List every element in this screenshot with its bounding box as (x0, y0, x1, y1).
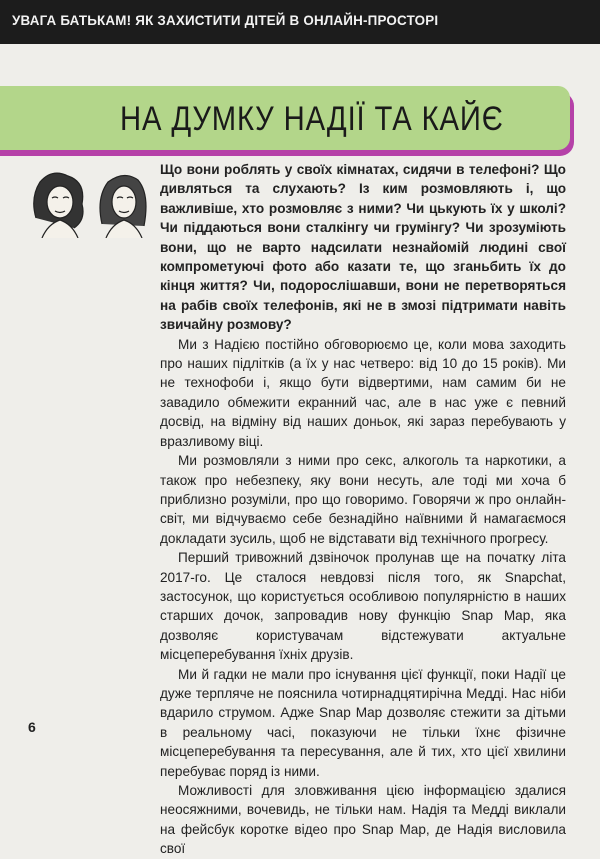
paragraph: Можливості для зловживання цією інформацією здалися неосяжними, вочевидь, не тільки нам. Надія та Медді виклали на фейсбук коротке відео про Snap Map, де Надія висловила свої (160, 783, 566, 857)
paragraph: Ми розмовляли з ними про секс, алкоголь та наркотики, а також про небезпеку, яку вони несуть, але тоді ми хоча б приблизно розуміли, про що говоримо. Говорячи ж про онлайн-світ, ми відчуваємо себе безнадійно наївними й намагаємося докладати зусиль, щоб не відставати від технічного прогресу. (160, 453, 566, 546)
article-body (160, 160, 566, 859)
portrait-left (34, 173, 83, 238)
running-header-bar (0, 0, 600, 44)
running-header: УВАГА БАТЬКАМ! ЯК ЗАХИСТИТИ ДІТЕЙ В ОНЛАЙН-ПРОСТОРІ (12, 13, 439, 28)
paragraph: Ми з Надією постійно обговорюємо це, коли мова заходить про наших підлітків (а їх у нас четверо: від 10 до 15 років). Ми не технофоби і, якщо бути відвертими, нам самим би не завадило обмежити екранний час, але в нас уже є певний досвід, на відміну від наших доньок, які зараз перебувають у вразливому віці. (160, 336, 566, 449)
lead-paragraph: Що вони роблять у своїх кімнатах, сидячи в телефоні? Що дивляться та слухають? Із ким розмовляють і, що важливіше, хто розмовляє з ними? Чи цькують їх у школі? Чи піддаються вони сталкінгу чи грумінгу? Чи зрозуміють вони, що не варто надсилати незнайомій людині свої компрометуючі фото або казати те, що зганьбить їх до кінця життя? Чи, подорослішавши, вони не перетворяться на рабів своїх телефонів, які не в змозі підтримати навіть звичайну розмову? (160, 162, 566, 333)
portrait-right (100, 175, 146, 238)
paragraph: Перший тривожний дзвіночок пролунав ще на початку літа 2017-го. Це сталося невдовзі після того, як Snapchat, застосунок, що користується особливою популярністю в наших старших дочок, запровадив нову функцію Snap Map, яка дозволяє користувачам відстежувати актуальне місцеперебування їхніх друзів. (160, 550, 566, 663)
section-title: НА ДУМКУ НАДІЇ ТА КАЙЄ (120, 100, 504, 138)
page-number: 6 (28, 719, 36, 735)
portraits-illustration (28, 168, 154, 238)
paragraph: Ми й гадки не мали про існування цієї функції, поки Надії це дуже терпляче не пояснила чотирнадцятирічна Медді. Нас ніби вдарило струмом. Адже Snap Map дозволяє стежити за дітьми в реальному часі, показуючи не тільки їхнє фізичне місцеперебування та пересування, але й тих, хто цієї хвилини перебуває поряд із ними. (160, 666, 566, 779)
